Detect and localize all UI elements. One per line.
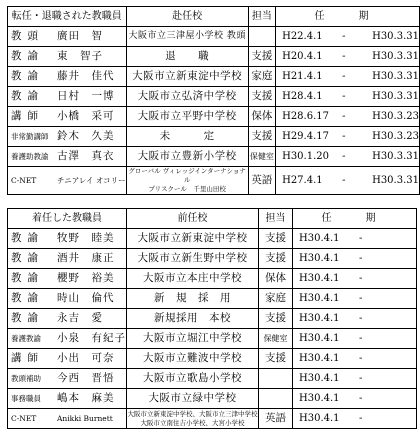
period-separator: -: [342, 71, 346, 82]
period-separator: -: [359, 233, 363, 244]
school-cell: 大阪市立豊新小学校: [126, 147, 248, 167]
table-row: [8, 389, 417, 409]
period-separator: -: [359, 313, 363, 324]
period-cell: [293, 249, 417, 269]
school-cell: 未 定: [126, 127, 248, 147]
school-cell: 大阪市立堀江中学校: [127, 329, 259, 349]
staff-name: 嶋本 麻美: [57, 392, 115, 404]
staff-position: 教頭: [11, 30, 44, 42]
staff-position: 講師: [11, 110, 44, 122]
period-start: H20.4.1: [282, 51, 323, 62]
subject-cell: 家庭: [259, 289, 293, 309]
school-cell: 大阪市立三津屋小学校 教頭: [126, 27, 248, 47]
period-cell: [276, 127, 420, 147]
period-start: H27.4.1: [282, 175, 323, 186]
period-cell: [293, 329, 417, 349]
staff-position: 教諭: [11, 272, 44, 284]
staff-cell: [8, 127, 127, 147]
subject-cell: 家庭: [248, 67, 275, 87]
period-end: H30.3.31: [372, 51, 419, 62]
staff-name: 小橋 采可: [57, 110, 115, 122]
period-start: H29.4.17: [282, 131, 329, 142]
school-line-1: グローバル ヴィレッジインターナショナル: [128, 167, 246, 184]
staff-cell: [8, 167, 127, 195]
table-row: [8, 269, 417, 289]
period-separator: -: [359, 373, 363, 384]
period-separator: -: [359, 333, 363, 344]
school-line-2: 大阪市立南住吉小学校、大宮小学校: [140, 418, 245, 427]
subject-cell: 支援: [248, 47, 275, 67]
staff-position: 事務職員: [11, 394, 41, 403]
staff-cell: [8, 389, 127, 409]
staff-cell: [8, 87, 127, 107]
period-separator: -: [342, 151, 346, 162]
staff-position: 教諭: [11, 90, 44, 102]
period-cell: [276, 87, 420, 107]
header-subject: 担当: [248, 7, 275, 27]
header-school: 赴任校: [126, 7, 248, 27]
table-row: [8, 107, 420, 127]
staff-name: 鈴木 久美: [57, 130, 115, 142]
period-separator: -: [359, 393, 363, 404]
staff-cell: [8, 229, 127, 249]
period-end: H30.3.23: [372, 111, 419, 122]
staff-cell: [8, 349, 127, 369]
staff-name: 櫻野 裕美: [57, 272, 115, 284]
staff-position: 教諭: [11, 70, 44, 82]
table-row: [8, 127, 420, 147]
staff-cell: [8, 329, 127, 349]
subject-cell: [259, 389, 293, 409]
subject-cell: 支援: [248, 127, 275, 147]
header-subject: 担当: [259, 209, 293, 229]
period-start: H30.4.1: [299, 393, 340, 404]
period-start: H30.4.1: [299, 273, 340, 284]
period-start: H21.4.1: [282, 71, 323, 82]
staff-position: C-NET: [11, 176, 37, 185]
period-end: H30.3.23: [372, 131, 419, 142]
school-line-2: プリスクール 千里山田校: [148, 185, 226, 193]
header-school: 前任校: [127, 209, 259, 229]
staff-cell: [8, 269, 127, 289]
subject-cell: 保体: [259, 269, 293, 289]
header-period: 任 期: [293, 209, 417, 229]
staff-position: 教諭: [11, 292, 44, 304]
staff-position: 教諭: [11, 252, 44, 264]
staff-position: 養護教諭: [11, 334, 41, 343]
staff-position: C-NET: [11, 414, 37, 423]
school-cell: 新規採用 本校: [127, 309, 259, 329]
subject-cell: 支援: [259, 229, 293, 249]
period-separator: -: [359, 253, 363, 264]
period-start: H30.4.1: [299, 253, 340, 264]
school-line-1: 大阪市立新東淀中学校、大阪市立三津中学校: [127, 409, 258, 418]
subject-cell: 保健室: [248, 147, 275, 167]
table-row: [8, 289, 417, 309]
header-period: 任 期: [276, 7, 420, 27]
subject-cell: [259, 369, 293, 389]
subject-cell: 保体: [248, 107, 275, 127]
subject-cell: 支援: [259, 309, 293, 329]
staff-cell: [8, 249, 127, 269]
school-cell: 退 職: [126, 47, 248, 67]
period-cell: [293, 369, 417, 389]
subject-cell: 英語: [259, 409, 293, 429]
table-header-row: [8, 7, 420, 27]
subject-cell: 保健室: [259, 329, 293, 349]
school-cell: 大阪市立新東淀中学校: [126, 67, 248, 87]
staff-name: 小出 可奈: [57, 352, 115, 364]
table-row: [8, 309, 417, 329]
staff-cell: [8, 47, 127, 67]
staff-name: 酒井 康正: [57, 252, 115, 264]
period-start: H30.4.1: [299, 413, 340, 424]
staff-name: 東 智子: [57, 50, 103, 62]
period-end: H30.3.31: [372, 71, 419, 82]
period-start: H22.4.1: [282, 31, 323, 42]
arrived-staff-table: [7, 208, 417, 429]
period-cell: [293, 229, 417, 249]
table-row: [8, 67, 420, 87]
period-start: H30.4.1: [299, 233, 340, 244]
period-start: H30.4.1: [299, 313, 340, 324]
school-cell: 大阪市立新生野中学校: [127, 249, 259, 269]
staff-cell: [8, 409, 127, 429]
school-cell: 大阪市立緑中学校: [127, 389, 259, 409]
period-cell: [276, 27, 420, 47]
staff-position: 非常勤講師: [11, 132, 49, 141]
staff-cell: [8, 107, 127, 127]
staff-position: 講師: [11, 352, 44, 364]
staff-name: チニアレイ オコリー: [57, 176, 126, 185]
period-separator: -: [342, 91, 346, 102]
table-row: [8, 369, 417, 389]
period-cell: [293, 389, 417, 409]
staff-position: 養護助教諭: [11, 152, 49, 161]
table-row: [8, 87, 420, 107]
staff-cell: [8, 147, 127, 167]
period-end: H30.3.31: [372, 151, 419, 162]
period-start: H30.1.20: [282, 151, 329, 162]
staff-name: 牧野 睦美: [57, 232, 115, 244]
staff-name: 今西 晋悟: [57, 372, 115, 384]
table-row: [8, 329, 417, 349]
table-row: [8, 47, 420, 67]
period-separator: -: [359, 293, 363, 304]
staff-name: 藤井 佳代: [57, 70, 115, 82]
staff-cell: [8, 67, 127, 87]
school-cell: 大阪市立歌島小学校: [127, 369, 259, 389]
period-cell: [293, 349, 417, 369]
staff-name: 日村 一博: [57, 90, 115, 102]
period-cell: [276, 147, 420, 167]
table-row: [8, 409, 417, 429]
table-row: [8, 349, 417, 369]
period-separator: -: [359, 413, 363, 424]
period-start: H30.4.1: [299, 353, 340, 364]
staff-name: 古澤 真衣: [57, 150, 115, 162]
staff-position: 教頭補助: [11, 374, 41, 383]
school-cell: 大阪市立本庄中学校: [127, 269, 259, 289]
table-row: [8, 147, 420, 167]
staff-cell: [8, 27, 127, 47]
period-separator: -: [342, 31, 346, 42]
period-end: H30.3.31: [372, 175, 419, 186]
staff-name: 時山 倫代: [57, 292, 115, 304]
table-row: [8, 249, 417, 269]
school-cell: [126, 167, 248, 195]
table-row: [8, 27, 420, 47]
staff-name: Anikki Burnett: [57, 414, 113, 423]
period-start: H30.4.1: [299, 373, 340, 384]
period-cell: [276, 167, 420, 195]
period-start: H30.4.1: [299, 293, 340, 304]
school-cell: [127, 409, 259, 429]
staff-name: 小泉 有紀子: [57, 332, 126, 344]
school-cell: 新 規 採 用: [127, 289, 259, 309]
period-cell: [293, 409, 417, 429]
staff-cell: [8, 369, 127, 389]
table-header-row: [8, 209, 417, 229]
school-cell: 大阪市立新東淀中学校: [127, 229, 259, 249]
period-cell: [276, 47, 420, 67]
period-cell: [276, 107, 420, 127]
staff-position: 教諭: [11, 232, 44, 244]
subject-cell: 支援: [248, 87, 275, 107]
staff-cell: [8, 309, 127, 329]
departed-staff-table: [7, 6, 420, 195]
period-start: H30.4.1: [299, 333, 340, 344]
period-separator: -: [342, 111, 346, 122]
school-cell: 大阪市立弘済中学校: [126, 87, 248, 107]
staff-name: 廣田 智: [57, 30, 103, 42]
header-position-name: 着任した教職員: [8, 209, 127, 229]
period-end: H30.3.31: [372, 31, 419, 42]
period-cell: [276, 67, 420, 87]
period-separator: -: [342, 131, 346, 142]
period-separator: -: [359, 273, 363, 284]
staff-cell: [8, 289, 127, 309]
staff-position: 教諭: [11, 312, 44, 324]
staff-position: 教諭: [11, 50, 44, 62]
staff-name: 永吉 愛: [57, 312, 103, 324]
period-separator: -: [359, 353, 363, 364]
period-cell: [293, 269, 417, 289]
school-cell: 大阪市立平野中学校: [126, 107, 248, 127]
period-separator: -: [342, 175, 346, 186]
period-start: H28.6.17: [282, 111, 329, 122]
table-row: [8, 167, 420, 195]
period-end: H30.3.31: [372, 91, 419, 102]
header-position-name: 転任・退職された教職員: [8, 7, 127, 27]
subject-cell: 支援: [259, 249, 293, 269]
subject-cell: 支援: [259, 349, 293, 369]
period-cell: [293, 309, 417, 329]
period-cell: [293, 289, 417, 309]
school-cell: 大阪市立難波中学校: [127, 349, 259, 369]
subject-cell: 英語: [248, 167, 275, 195]
period-start: H28.4.1: [282, 91, 323, 102]
period-separator: -: [342, 51, 346, 62]
subject-cell: [248, 27, 275, 47]
table-row: [8, 229, 417, 249]
